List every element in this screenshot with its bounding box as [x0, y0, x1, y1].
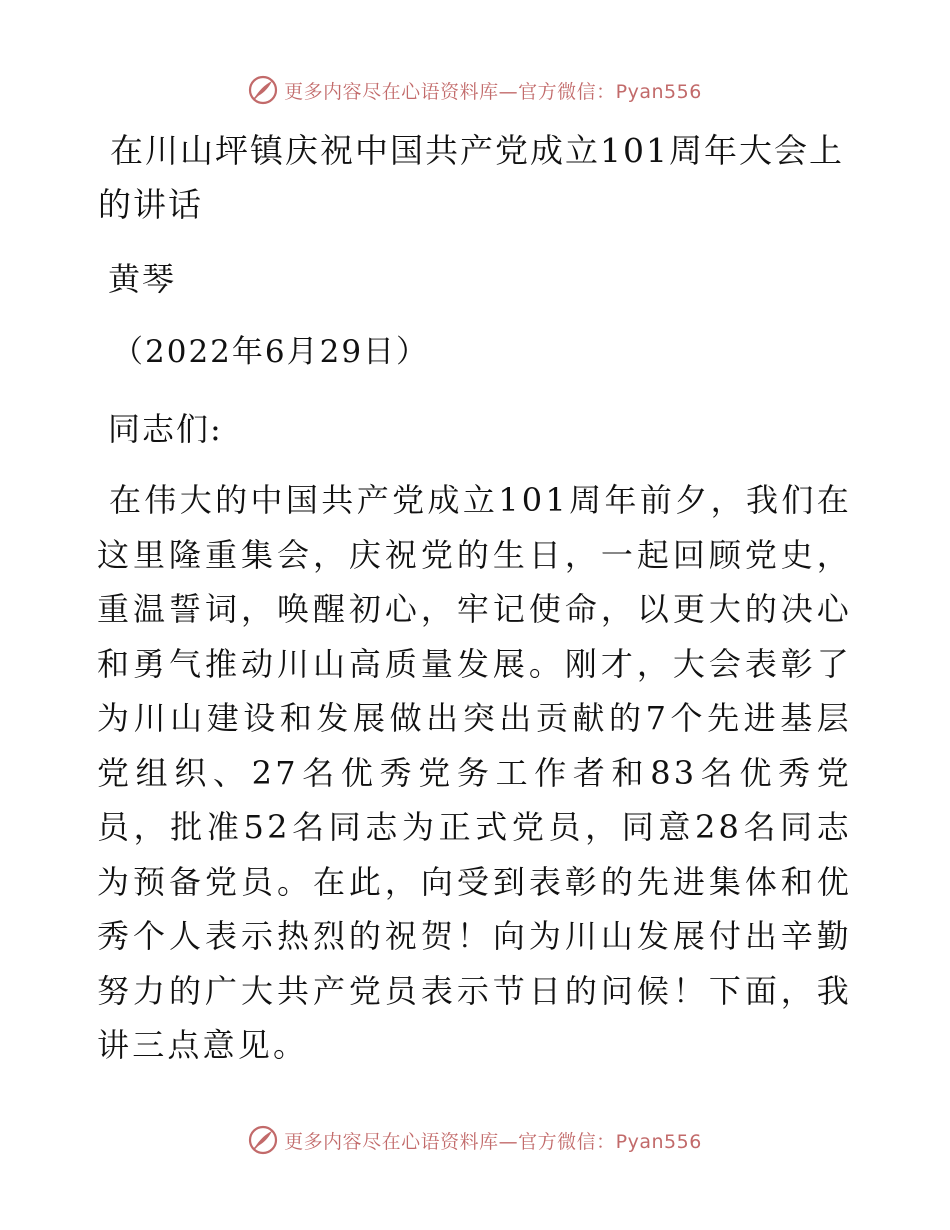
header-watermark: [0, 70, 950, 110]
quill-logo-icon: [248, 75, 278, 105]
footer-watermark: [0, 1120, 950, 1160]
quill-logo-icon: [248, 1125, 278, 1155]
document-title: 在川山坪镇庆祝中国共产党成立101周年大会上的讲话: [98, 131, 844, 224]
watermark-text: 更多内容尽在心语资料库—官方微信：Pyan556: [284, 1130, 702, 1153]
body-paragraph: 在伟大的中国共产党成立101周年前夕，我们在这里隆重集会，庆祝党的生日，一起回顾党史，重温誓词，唤醒初心，牢记使命，以更大的决心和勇气推动川山高质量发展。刚才，大会表彰了为川山建设和发展做出突出贡献的7个先进基层党组织、27名优秀党务工作者和83名优秀党员，批准52名同志为正式党员，同意28名同志为预备党员。在此，向受到表彰的先进集体和优秀个人表示热烈的祝贺！向为川山发展付出辛勤努力的广大共产党员表示节日的问候！下面，我讲三点意见。: [97, 481, 852, 1064]
watermark-text: 更多内容尽在心语资料库—官方微信：Pyan556: [284, 80, 702, 103]
greeting: 同志们:: [108, 410, 223, 448]
speech-date: （2022年6月29日）: [112, 334, 430, 370]
author-name: 黄琴: [108, 260, 177, 298]
